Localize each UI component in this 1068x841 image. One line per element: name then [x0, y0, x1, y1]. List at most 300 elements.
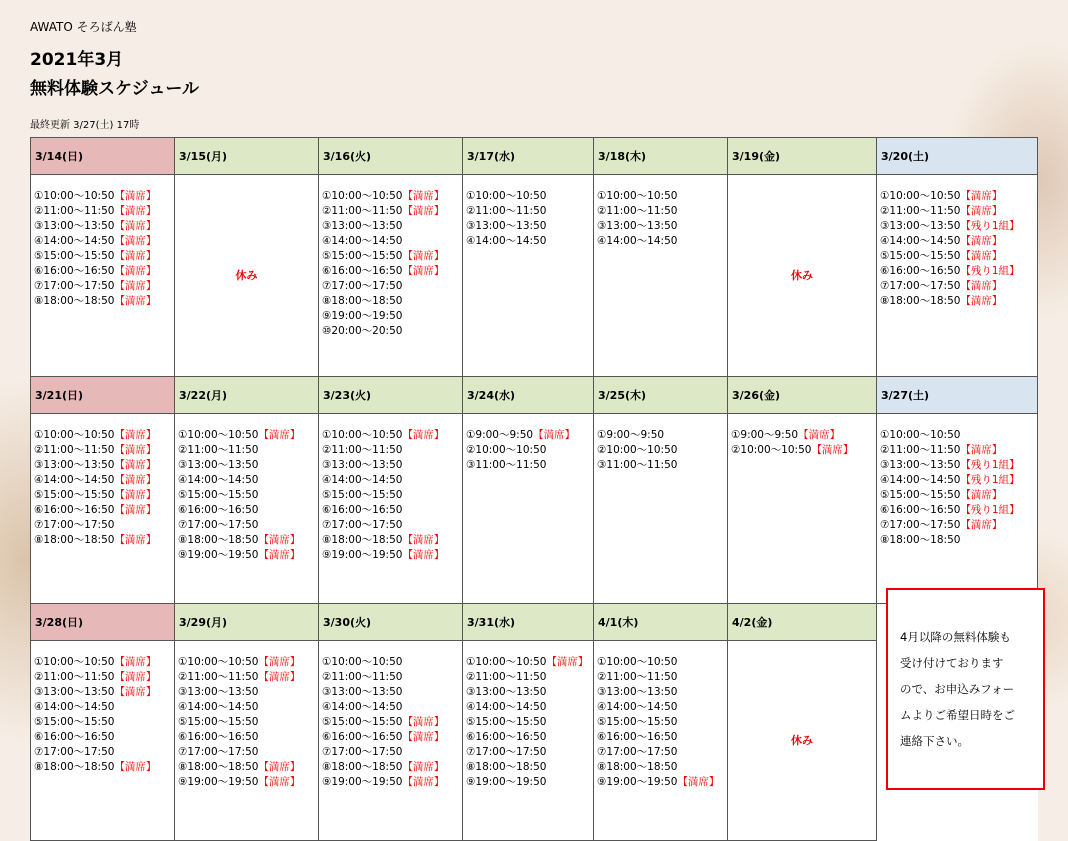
date-header: 3/15(月): [175, 138, 319, 175]
slot-time: ⑥16:00～16:50: [322, 731, 403, 743]
slot-status: 【満席】: [402, 731, 445, 743]
time-slot: [322, 700, 462, 715]
slot-time: ③13:00～13:50: [597, 220, 678, 232]
slot-status: 【満席】: [114, 280, 157, 292]
slot-time: ⑧18:00～18:50: [34, 534, 115, 546]
time-slot: [178, 685, 318, 700]
time-slot: [178, 428, 318, 443]
slot-time: ③13:00～13:50: [322, 459, 403, 471]
slot-status: 【満席】: [258, 656, 301, 668]
time-slot: [178, 443, 318, 458]
slot-time: ①10:00～10:50: [34, 429, 115, 441]
slot-status: 【満席】: [960, 235, 1003, 247]
time-slot: [34, 655, 174, 670]
time-slot: [466, 204, 593, 219]
time-slot: [322, 204, 462, 219]
time-slot: [731, 428, 876, 443]
slot-time: ④14:00～14:50: [34, 474, 115, 486]
slot-time: ⑥16:00～16:50: [466, 731, 547, 743]
closed-label: 休み: [235, 268, 258, 282]
time-slot: [322, 219, 462, 234]
day-slots-cell: [594, 641, 728, 841]
slot-status: 【満席】: [114, 474, 157, 486]
slot-status: 【満席】: [960, 295, 1003, 307]
slot-time: ②11:00～11:50: [322, 671, 403, 683]
date-header: 3/24(水): [463, 377, 594, 414]
slot-time: ①10:00～10:50: [880, 429, 961, 441]
day-slots-cell: [319, 641, 463, 841]
notice-box: [886, 588, 1045, 790]
slot-status: 【満席】: [402, 205, 445, 217]
slot-time: ④14:00～14:50: [322, 701, 403, 713]
time-slot: [466, 443, 593, 458]
slot-time: ③11:00～11:50: [597, 459, 678, 471]
time-slot: [322, 685, 462, 700]
time-slot: [466, 219, 593, 234]
slot-time: ①10:00～10:50: [466, 656, 547, 668]
day-slots-cell: [31, 175, 175, 377]
slot-time: ⑥16:00～16:50: [880, 504, 961, 516]
slot-time: ②11:00～11:50: [466, 671, 547, 683]
slot-status: 【満席】: [402, 429, 445, 441]
slot-status: 【満席】: [811, 444, 854, 456]
closed-label: 休み: [791, 733, 813, 747]
time-slot: [880, 234, 1037, 249]
time-slot: [34, 473, 174, 488]
slot-time: ⑩20:00～20:50: [322, 325, 403, 337]
time-slot: [178, 775, 318, 790]
day-slots-cell: [319, 414, 463, 604]
time-slot: [34, 264, 174, 279]
slot-time: ⑦17:00～17:50: [34, 519, 115, 531]
time-slot: [34, 760, 174, 775]
time-slot: [178, 533, 318, 548]
date-header: 3/26(金): [728, 377, 877, 414]
time-slot: [597, 730, 727, 745]
time-slot: [322, 488, 462, 503]
slot-time: ⑨19:00～19:50: [322, 776, 403, 788]
slot-status: 【残り1組】: [960, 220, 1020, 232]
time-slot: [34, 488, 174, 503]
slot-time: ③13:00～13:50: [178, 686, 259, 698]
slot-time: ①9:00～9:50: [597, 429, 665, 441]
time-slot: [466, 655, 593, 670]
time-slot: [322, 533, 462, 548]
time-slot: [880, 219, 1037, 234]
date-header: 3/22(月): [175, 377, 319, 414]
slot-time: ①10:00～10:50: [597, 190, 678, 202]
slot-status: 【満席】: [677, 776, 720, 788]
time-slot: [178, 518, 318, 533]
slot-time: ⑦17:00～17:50: [178, 519, 259, 531]
slot-time: ③13:00～13:50: [34, 459, 115, 471]
time-slot: [34, 503, 174, 518]
slot-status: 【満席】: [402, 265, 445, 277]
slot-status: 【満席】: [960, 205, 1003, 217]
slot-status: 【満席】: [114, 656, 157, 668]
slot-time: ⑧18:00～18:50: [34, 295, 115, 307]
time-slot: [178, 458, 318, 473]
day-slots-cell: [319, 175, 463, 377]
slot-time: ⑦17:00～17:50: [880, 519, 961, 531]
time-slot: [466, 715, 593, 730]
slot-time: ⑦17:00～17:50: [322, 280, 403, 292]
slot-time: ⑤15:00～15:50: [322, 489, 403, 501]
slot-status: 【残り1組】: [960, 265, 1020, 277]
day-slots-cell: [728, 414, 877, 604]
slot-status: 【満席】: [114, 265, 157, 277]
time-slot: [322, 518, 462, 533]
date-header: 3/17(水): [463, 138, 594, 175]
date-header-row: [31, 377, 1038, 414]
slot-time: ⑨19:00～19:50: [322, 549, 403, 561]
slot-status: 【満席】: [402, 776, 445, 788]
time-slot: [597, 219, 727, 234]
time-slot: [597, 775, 727, 790]
slot-time: ②11:00～11:50: [880, 205, 961, 217]
time-slot: [322, 309, 462, 324]
time-slot: [880, 279, 1037, 294]
time-slot: [880, 264, 1037, 279]
time-slot: [466, 760, 593, 775]
slot-time: ①10:00～10:50: [466, 190, 547, 202]
time-slot: [322, 324, 462, 339]
slot-status: 【満席】: [960, 280, 1003, 292]
brand-name: AWATO そろばん塾: [30, 20, 137, 34]
time-slot: [178, 760, 318, 775]
time-slot: [34, 685, 174, 700]
slot-status: 【満席】: [114, 671, 157, 683]
slot-time: ⑤15:00～15:50: [34, 250, 115, 262]
time-slot: [322, 670, 462, 685]
time-slot: [34, 730, 174, 745]
day-slots-cell: [463, 641, 594, 841]
slot-status: 【満席】: [114, 504, 157, 516]
slot-time: ⑧18:00～18:50: [322, 761, 403, 773]
slot-time: ①9:00～9:50: [731, 429, 799, 441]
slot-time: ④14:00～14:50: [34, 701, 115, 713]
time-slot: [880, 428, 1037, 443]
slot-time: ③13:00～13:50: [880, 459, 961, 471]
slot-time: ①10:00～10:50: [34, 656, 115, 668]
slot-time: ①9:00～9:50: [466, 429, 534, 441]
slot-time: ⑤15:00～15:50: [880, 489, 961, 501]
time-slot: [731, 443, 876, 458]
slot-time: ⑨19:00～19:50: [322, 310, 403, 322]
slot-time: ③13:00～13:50: [322, 686, 403, 698]
time-slot: [322, 294, 462, 309]
day-slots-cell: [31, 641, 175, 841]
slot-status: 【満席】: [114, 205, 157, 217]
slot-time: ③13:00～13:50: [597, 686, 678, 698]
slot-time: ⑤15:00～15:50: [466, 716, 547, 728]
closed-label: 休み: [791, 268, 813, 282]
slot-time: ④14:00～14:50: [178, 474, 259, 486]
time-slot: [466, 685, 593, 700]
slot-time: ②11:00～11:50: [597, 671, 678, 683]
time-slot: [597, 700, 727, 715]
slot-time: ⑦17:00～17:50: [322, 746, 403, 758]
date-header: 3/29(月): [175, 604, 319, 641]
time-slot: [322, 189, 462, 204]
slot-status: 【満席】: [402, 190, 445, 202]
slot-status: 【満席】: [798, 429, 841, 441]
slot-time: ⑥16:00～16:50: [322, 265, 403, 277]
time-slot: [322, 473, 462, 488]
slot-time: ②10:00～10:50: [597, 444, 678, 456]
time-slot: [466, 428, 593, 443]
slot-status: 【満席】: [114, 250, 157, 262]
slot-time: ⑦17:00～17:50: [34, 746, 115, 758]
slot-time: ⑥16:00～16:50: [880, 265, 961, 277]
slot-time: ⑥16:00～16:50: [322, 504, 403, 516]
date-header: 3/30(火): [319, 604, 463, 641]
time-slot: [322, 715, 462, 730]
slot-time: ⑨19:00～19:50: [178, 776, 259, 788]
day-slots-cell: [594, 175, 728, 377]
slot-time: ②11:00～11:50: [34, 205, 115, 217]
slot-time: ③13:00～13:50: [466, 220, 547, 232]
date-header: 3/27(土): [877, 377, 1038, 414]
time-slot: [322, 548, 462, 563]
page-month-title: 2021年3月: [30, 50, 124, 70]
time-slot: [322, 249, 462, 264]
time-slot: [322, 745, 462, 760]
notice-line: 受け付けております: [900, 656, 1004, 670]
slot-time: ③13:00～13:50: [178, 459, 259, 471]
time-slot: [322, 428, 462, 443]
slots-row: [31, 414, 1038, 604]
slot-status: 【満席】: [546, 656, 589, 668]
slot-status: 【満席】: [114, 444, 157, 456]
slot-time: ③13:00～13:50: [322, 220, 403, 232]
slot-time: ②11:00～11:50: [34, 444, 115, 456]
time-slot: [322, 443, 462, 458]
time-slot: [597, 443, 727, 458]
slot-time: ①10:00～10:50: [178, 656, 259, 668]
slot-time: ⑦17:00～17:50: [34, 280, 115, 292]
date-header: 3/18(木): [594, 138, 728, 175]
slot-time: ③13:00～13:50: [880, 220, 961, 232]
slot-time: ①10:00～10:50: [34, 190, 115, 202]
time-slot: [178, 488, 318, 503]
slot-status: 【満席】: [402, 761, 445, 773]
time-slot: [597, 428, 727, 443]
time-slot: [178, 548, 318, 563]
time-slot: [322, 503, 462, 518]
slot-status: 【満席】: [114, 190, 157, 202]
slot-time: ②10:00～10:50: [731, 444, 812, 456]
slot-time: ③13:00～13:50: [34, 686, 115, 698]
time-slot: [34, 458, 174, 473]
date-header: 3/19(金): [728, 138, 877, 175]
slot-time: ③13:00～13:50: [466, 686, 547, 698]
time-slot: [34, 234, 174, 249]
time-slot: [466, 775, 593, 790]
time-slot: [880, 473, 1037, 488]
slot-time: ⑥16:00～16:50: [597, 731, 678, 743]
time-slot: [597, 204, 727, 219]
notice-line: 4月以降の無料体験も: [900, 630, 1011, 644]
slot-status: 【満席】: [960, 250, 1003, 262]
time-slot: [597, 760, 727, 775]
time-slot: [178, 670, 318, 685]
time-slot: [34, 249, 174, 264]
time-slot: [880, 518, 1037, 533]
slot-time: ⑤15:00～15:50: [34, 489, 115, 501]
slot-status: 【満席】: [402, 549, 445, 561]
time-slot: [597, 715, 727, 730]
notice-line: 連絡下さい。: [900, 734, 969, 748]
date-header: 4/1(木): [594, 604, 728, 641]
slot-time: ⑥16:00～16:50: [178, 731, 259, 743]
day-slots-cell: [728, 641, 877, 841]
time-slot: [34, 443, 174, 458]
slot-time: ⑧18:00～18:50: [880, 534, 961, 546]
time-slot: [322, 279, 462, 294]
time-slot: [322, 655, 462, 670]
slot-time: ①10:00～10:50: [322, 429, 403, 441]
time-slot: [178, 745, 318, 760]
slot-time: ⑦17:00～17:50: [322, 519, 403, 531]
slot-time: ⑥16:00～16:50: [34, 504, 115, 516]
slot-time: ⑦17:00～17:50: [880, 280, 961, 292]
day-slots-cell: [594, 414, 728, 604]
slot-time: ②11:00～11:50: [466, 205, 547, 217]
time-slot: [880, 249, 1037, 264]
time-slot: [466, 730, 593, 745]
slot-time: ②11:00～11:50: [322, 444, 403, 456]
slot-time: ①10:00～10:50: [322, 190, 403, 202]
time-slot: [322, 264, 462, 279]
time-slot: [466, 670, 593, 685]
slot-status: 【満席】: [114, 686, 157, 698]
date-header: 3/14(日): [31, 138, 175, 175]
time-slot: [880, 204, 1037, 219]
date-header: 4/2(金): [728, 604, 877, 641]
slot-time: ⑥16:00～16:50: [34, 265, 115, 277]
slot-status: 【満席】: [114, 295, 157, 307]
time-slot: [178, 655, 318, 670]
time-slot: [880, 488, 1037, 503]
slot-time: ⑤15:00～15:50: [178, 716, 259, 728]
time-slot: [34, 219, 174, 234]
slot-status: 【満席】: [258, 776, 301, 788]
slot-time: ①10:00～10:50: [178, 429, 259, 441]
date-header: 3/31(水): [463, 604, 594, 641]
slot-time: ②11:00～11:50: [178, 671, 259, 683]
day-slots-cell: [877, 414, 1038, 604]
slot-time: ②11:00～11:50: [880, 444, 961, 456]
time-slot: [178, 700, 318, 715]
slot-time: ②11:00～11:50: [178, 444, 259, 456]
time-slot: [322, 730, 462, 745]
date-header: 3/28(日): [31, 604, 175, 641]
time-slot: [466, 458, 593, 473]
time-slot: [880, 533, 1037, 548]
time-slot: [322, 775, 462, 790]
slot-status: 【満席】: [960, 489, 1003, 501]
time-slot: [597, 655, 727, 670]
day-slots-cell: [463, 175, 594, 377]
time-slot: [466, 189, 593, 204]
slot-status: 【満席】: [114, 220, 157, 232]
day-slots-cell: [877, 175, 1038, 377]
slots-row: [31, 175, 1038, 377]
date-header: 3/21(日): [31, 377, 175, 414]
slot-time: ⑧18:00～18:50: [178, 761, 259, 773]
slot-status: 【満席】: [114, 459, 157, 471]
slot-time: ③11:00～11:50: [466, 459, 547, 471]
time-slot: [880, 458, 1037, 473]
slot-time: ⑥16:00～16:50: [178, 504, 259, 516]
slot-time: ⑧18:00～18:50: [322, 295, 403, 307]
time-slot: [466, 745, 593, 760]
slot-status: 【残り1組】: [960, 474, 1020, 486]
slot-time: ⑦17:00～17:50: [466, 746, 547, 758]
slot-time: ⑤15:00～15:50: [322, 250, 403, 262]
time-slot: [322, 458, 462, 473]
slot-time: ⑦17:00～17:50: [597, 746, 678, 758]
slot-time: ⑨19:00～19:50: [466, 776, 547, 788]
last-updated: 最終更新 3/27(土) 17時: [30, 120, 140, 131]
slot-time: ⑥16:00～16:50: [34, 731, 115, 743]
time-slot: [597, 458, 727, 473]
day-slots-cell: [175, 414, 319, 604]
slot-time: ⑤15:00～15:50: [322, 716, 403, 728]
slot-status: 【満席】: [114, 489, 157, 501]
page-title: 無料体験スケジュール: [30, 79, 199, 99]
slot-time: ②11:00～11:50: [34, 671, 115, 683]
time-slot: [597, 234, 727, 249]
slot-status: 【満席】: [258, 549, 301, 561]
slot-time: ②11:00～11:50: [322, 205, 403, 217]
slot-status: 【満席】: [258, 534, 301, 546]
slot-time: ⑧18:00～18:50: [34, 761, 115, 773]
time-slot: [34, 700, 174, 715]
time-slot: [597, 670, 727, 685]
slot-status: 【満席】: [402, 716, 445, 728]
time-slot: [322, 760, 462, 775]
time-slot: [34, 428, 174, 443]
slot-time: ④14:00～14:50: [466, 235, 547, 247]
time-slot: [34, 294, 174, 309]
slot-time: ④14:00～14:50: [597, 701, 678, 713]
time-slot: [34, 189, 174, 204]
slot-status: 【満席】: [402, 534, 445, 546]
time-slot: [34, 745, 174, 760]
slot-time: ⑧18:00～18:50: [597, 761, 678, 773]
time-slot: [178, 715, 318, 730]
slot-status: 【満席】: [960, 519, 1003, 531]
time-slot: [466, 700, 593, 715]
slot-time: ④14:00～14:50: [880, 474, 961, 486]
time-slot: [880, 294, 1037, 309]
slot-time: ④14:00～14:50: [466, 701, 547, 713]
time-slot: [597, 189, 727, 204]
time-slot: [178, 730, 318, 745]
slot-status: 【満席】: [114, 429, 157, 441]
slot-time: ⑤15:00～15:50: [880, 250, 961, 262]
slot-time: ④14:00～14:50: [322, 474, 403, 486]
slot-time: ⑤15:00～15:50: [178, 489, 259, 501]
time-slot: [34, 533, 174, 548]
slot-status: 【満席】: [960, 190, 1003, 202]
time-slot: [34, 715, 174, 730]
time-slot: [34, 279, 174, 294]
notice-line: ムよりご希望日時をご: [900, 708, 1015, 722]
time-slot: [34, 204, 174, 219]
